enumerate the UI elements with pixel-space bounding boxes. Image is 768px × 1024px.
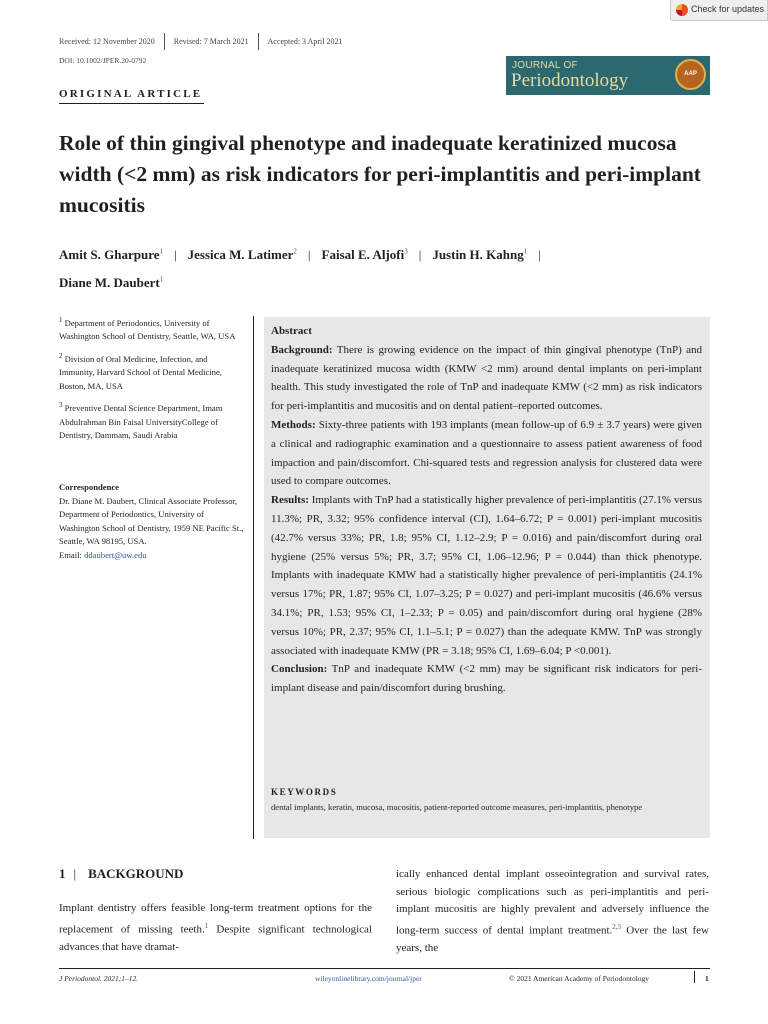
correspondence	[59, 481, 244, 562]
footer-divider	[694, 971, 695, 983]
logo-title: Periodontology	[511, 70, 629, 91]
abstract-heading: Abstract	[271, 325, 312, 337]
author-separator: |	[418, 247, 422, 263]
abstract-body	[271, 322, 702, 698]
keywords-text: dental implants, keratin, mucosa, mucositis, patient-reported outcome measures, peri-implantitis, phenotype	[271, 802, 643, 812]
body-column-1: Implant dentistry offers feasible long-term treatment options for the replacement of missing teeth.$^1$ Despite significant technological advances that have dramat-	[59, 902, 372, 953]
page-number: 1	[705, 974, 709, 983]
author-separator: |	[174, 247, 177, 263]
author[interactable]: Faisal E. Aljofi$^3$	[321, 247, 408, 263]
accepted-date: Accepted: 3 April 2021	[258, 33, 352, 50]
author-list	[59, 240, 739, 295]
section-heading: 1 | BACKGROUND	[59, 866, 184, 881]
abstract-results: Results: Implants with TnP had a statistically higher prevalence of peri-implantitis (27.1% versus 11.3%; PR, 3.32; 95% confidence interval (CI), 1.64–6.72; P = 0.001) peri-implant mucositis (42.7% versus 33%; PR, 1.8; 95% CI, 1.12–2.9; P = 0.016) and pain/discomfort during oral hygiene (25% versus 5%; PR, 3.7; 95% CI, 1.06–12.96; P = 0.044) than thick phenotype. Implants with inadequate KMW had a statistically higher prevalence of peri-implantitis (24.1% versus 17%; PR, 1.87; 95% CI, 1.07–3.25; P = 0.027) and peri-implant mucositis (46.6% versus 34.1%; PR, 1.53; 95% CI, 1–2.33; P = 0.05) and pain/discomfort during oral hygiene (28% versus 10%; PR, 2.37; 95% CI, 1.1–5.1; P = 0.027) than the adequate KMW. TnP was strongly associated with inadequate KMW (PR = 3.18; 95% CI, 1.69–6.04; P <0.001).	[271, 494, 702, 657]
received-date: Received: 12 November 2020	[59, 37, 155, 46]
aap-seal-icon	[675, 59, 706, 90]
body-column-2: ically enhanced dental implant osseointegration and survival rates, serious biologic complications such as peri-implantitis and peri-implant mucositis are highly prevalent and adversely influence the long-term success of dental implant treatment.$^{2,3}$ Over the last few years, the	[396, 868, 709, 954]
footer-journal-link[interactable]: wileyonlinelibrary.com/journal/jper	[315, 974, 422, 983]
abstract-box	[264, 317, 710, 838]
journal-logo	[506, 56, 710, 95]
correspondence-email-row: Email: ddaubert@uw.edu	[59, 549, 147, 560]
author[interactable]: Amit S. Gharpure$^1$	[59, 247, 164, 263]
aap-seal-label: AAP	[684, 71, 697, 77]
footer-rule	[59, 968, 710, 969]
email-link[interactable]: ddaubert@uw.edu	[84, 549, 147, 560]
article-dates	[59, 33, 352, 50]
abstract-methods: Methods: Sixty-three patients with 193 implants (mean follow-up of 6.9 ± 3.7 years) were given a clinical and radiographic examination and a questionnaire to assess patient awareness of food impaction and pain/discomfort. Chi-squared tests and regression analysis for clustered data were used to compare outcomes.	[271, 418, 702, 488]
author-separator: |	[538, 247, 541, 263]
affiliation: $^2$ Division of Oral Medicine, Infection, and Immunity, Harvard School of Dental Medicine, Boston, MA, USA	[59, 351, 222, 391]
page-title: Role of thin gingival phenotype and inadequate keratinized mucosa width (<2 mm) as risk indicators for peri-implantitis and peri-implant mucositis	[59, 131, 701, 217]
revised-date: Revised: 7 March 2021	[164, 33, 258, 50]
abstract-conclusion: Conclusion: TnP and inadequate KMW (<2 mm) may be significant risk indicators for peri-implant disease and pain/discomfort during brushing.	[271, 663, 702, 695]
article-type: ORIGINAL ARTICLE	[59, 88, 203, 100]
correspondence-text: Dr. Diane M. Daubert, Clinical Associate Professor, Department of Periodontics, University of Washington School of Dentistry, 1959 NE Pacific St., Seattle, WA 98195, USA.	[59, 495, 244, 546]
crossmark-icon	[676, 4, 688, 16]
check-for-updates-button[interactable]	[670, 0, 768, 21]
author[interactable]: Jessica M. Latimer$^2$	[187, 247, 297, 263]
footer-copyright: © 2021 American Academy of Periodontology	[509, 974, 650, 983]
abstract-background: Background: There is growing evidence on the impact of thin gingival phenotype (TnP) and inadequate keratinized mucosa width (KMW <2 mm) around dental implants on peri-implant health. This study investigated the role of TnP and inadequate KMW (<2 mm) as risk indicators for peri-implantitis and mucositis and on dental patient–reported outcomes.	[271, 343, 702, 413]
citation-link[interactable]: 2,3	[612, 922, 622, 931]
affiliations	[59, 314, 239, 449]
article-type-underline	[59, 103, 204, 104]
affiliation: $^3$ Preventive Dental Science Department, Imam Abdulrahman Bin Faisal UniversityCollege of Dentistry, Dammam, Saudi Arabia	[59, 401, 223, 441]
footer-citation: J Periodontol. 2021;1–12.	[59, 974, 139, 983]
author[interactable]: Diane M. Daubert$^1$	[59, 274, 164, 290]
correspondence-heading: Correspondence	[59, 482, 119, 492]
logo-journal-of: JOURNAL OF	[512, 60, 578, 71]
keywords-heading: KEYWORDS	[271, 787, 338, 797]
doi: DOI: 10.1002/JPER.20-0792	[59, 56, 147, 65]
citation-link[interactable]: 1	[204, 921, 209, 930]
check-for-updates-label: Check for updates	[691, 4, 765, 14]
column-divider	[253, 316, 254, 839]
author[interactable]: Justin H. Kahng$^1$	[432, 247, 528, 263]
affiliation: $^1$ Department of Periodontics, University of Washington School of Dentistry, Seattle, WA, USA	[59, 316, 236, 342]
author-separator: |	[307, 247, 311, 263]
